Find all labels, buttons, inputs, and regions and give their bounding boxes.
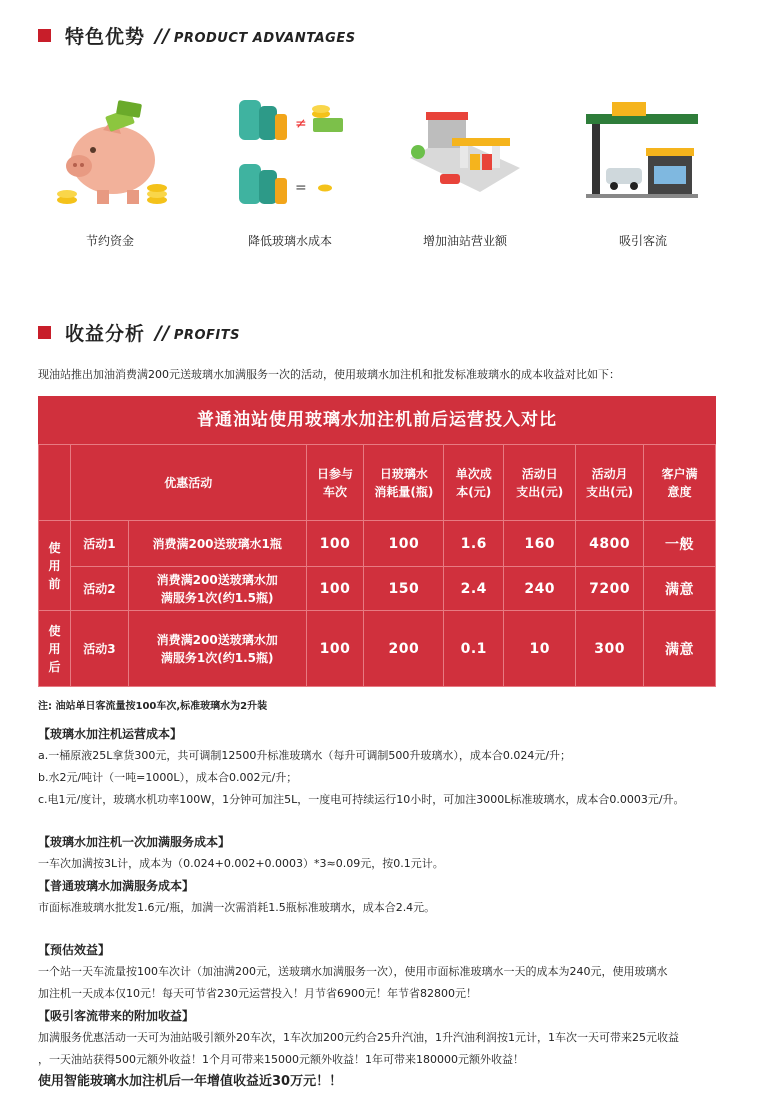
cell-monthly-spend: 7200 <box>576 567 644 611</box>
header-daily-use: 日玻璃水 消耗量(瓶) <box>364 445 444 521</box>
header-cars: 日参与 车次 <box>306 445 364 521</box>
normal-cost-line: 市面标准玻璃水批发1.6元/瓶，加满一次需消耗1.5瓶标准玻璃水，成本合2.4元。 <box>38 901 436 914</box>
cell-cars: 100 <box>306 521 364 567</box>
table-title: 普通油站使用玻璃水加注机前后运营投入对比 <box>38 396 716 445</box>
cell-daily-use: 200 <box>364 611 444 687</box>
cost-line: c.电1元/度计，玻璃水机功率100W，1分钟可加注5L，一度电可持续运行10小时，可加注3000L标准玻璃水，成本合0.0003元/升。 <box>38 793 685 806</box>
advantage-label: 吸引客流 <box>618 234 667 248</box>
advantage-item <box>380 88 550 249</box>
table-row <box>39 521 716 567</box>
cell-daily-use: 150 <box>364 567 444 611</box>
fill-cost-line: 一车次加满按3L计，成本为（0.024+0.002+0.0003）*3≈0.09元，按0.1元计。 <box>38 857 444 870</box>
gas-station-revenue-icon <box>400 88 530 218</box>
comparison-grid <box>38 444 716 687</box>
bottles-cost-icon <box>225 88 355 218</box>
advantage-item <box>205 88 375 249</box>
advantage-label: 增加油站营业额 <box>422 234 507 248</box>
cost-line: b.水2元/吨计（一吨=1000L），成本合0.002元/升； <box>38 771 298 784</box>
estimate-line: 加注机一天成本仅10元！每天可节省230元运营投入！月节省6900元！年节省82800元！ <box>38 987 477 1000</box>
activity-desc: 消费满200送玻璃水加 满服务1次(约1.5瓶) <box>128 611 306 687</box>
svg-text:≠: ≠ <box>295 116 307 132</box>
cell-daily-spend: 240 <box>504 567 576 611</box>
advantages-subtitle: // PRODUCT ADVANTAGES <box>155 24 356 47</box>
before-label: 使 用 前 <box>39 521 71 611</box>
advantage-label: 节约资金 <box>85 234 134 248</box>
extra-heading: 【吸引客流带来的附加收益】 <box>38 1009 195 1023</box>
header-unit-cost: 单次成 本(元) <box>444 445 504 521</box>
cost-heading: 【玻璃水加注机运营成本】 <box>38 727 183 741</box>
activity-desc: 消费满200送玻璃水加 满服务1次(约1.5瓶) <box>128 567 306 611</box>
activity-name: 活动1 <box>70 521 128 567</box>
activity-name: 活动3 <box>70 611 128 687</box>
header-corner <box>39 445 71 521</box>
cell-cars: 100 <box>306 567 364 611</box>
advantage-item <box>25 88 195 249</box>
cell-daily-spend: 160 <box>504 521 576 567</box>
activity-name: 活动2 <box>70 567 128 611</box>
final-statement: 使用智能玻璃水加注机后一年增值收益近30万元！！ <box>38 1074 343 1089</box>
extra-line: 加满服务优惠活动一天可为油站吸引额外20车次，1车次加200元约合25升汽油，1升汽油利润按1元计，1车次一天可带来25元收益 <box>38 1031 679 1044</box>
estimate-heading: 【预估效益】 <box>38 943 111 957</box>
profits-header <box>38 319 240 346</box>
header-daily-spend: 活动日 支出(元) <box>504 445 576 521</box>
estimate-line: 一个站一天车流量按100车次计（加油满200元，送玻璃水加满服务一次），使用市面标准玻璃水一天的成本为240元，使用玻璃水 <box>38 965 668 978</box>
header-activity: 优惠活动 <box>70 445 306 521</box>
gas-station-traffic-icon <box>578 88 708 218</box>
cell-unit-cost: 2.4 <box>444 567 504 611</box>
cell-monthly-spend: 300 <box>576 611 644 687</box>
cost-line: a.一桶原液25L拿货300元，共可调制12500升标准玻璃水（每升可调制500升玻璃水），成本合0.024元/升； <box>38 749 572 762</box>
section-marker <box>38 29 51 42</box>
after-label: 使 用 后 <box>39 611 71 687</box>
advantage-item <box>558 88 728 249</box>
cell-satisfaction: 满意 <box>644 567 716 611</box>
advantages-header <box>38 22 356 49</box>
profits-subtitle: // PROFITS <box>155 321 240 344</box>
advantages-title: 特色优势 <box>65 26 146 48</box>
table-note: 注: 油站单日客流量按100车次,标准玻璃水为2升装 <box>38 701 268 712</box>
header-satisfaction: 客户满 意度 <box>644 445 716 521</box>
comparison-table <box>38 396 716 686</box>
extra-line: ，一天油站获得500元额外收益！1个月可带来15000元额外收益！1年可带来180000元额外收益！ <box>38 1053 524 1066</box>
section-marker <box>38 326 51 339</box>
cell-unit-cost: 1.6 <box>444 521 504 567</box>
cell-unit-cost: 0.1 <box>444 611 504 687</box>
cell-daily-use: 100 <box>364 521 444 567</box>
cell-cars: 100 <box>306 611 364 687</box>
normal-cost-heading: 【普通玻璃水加满服务成本】 <box>38 879 195 893</box>
cell-monthly-spend: 4800 <box>576 521 644 567</box>
profits-title: 收益分析 <box>65 323 146 345</box>
advantage-label: 降低玻璃水成本 <box>247 234 332 248</box>
activity-desc: 消费满200送玻璃水1瓶 <box>128 521 306 567</box>
table-header-row <box>39 445 716 521</box>
fill-cost-heading: 【玻璃水加注机一次加满服务成本】 <box>38 835 231 849</box>
table-row <box>39 567 716 611</box>
cell-satisfaction: 一般 <box>644 521 716 567</box>
cell-satisfaction: 满意 <box>644 611 716 687</box>
piggy-bank-icon <box>45 88 175 218</box>
cell-daily-spend: 10 <box>504 611 576 687</box>
intro-text: 现油站推出加油消费满200元送玻璃水加满服务一次的活动，使用玻璃水加注机和批发标准玻璃水的成本收益对比如下： <box>38 368 620 381</box>
header-monthly-spend: 活动月 支出(元) <box>576 445 644 521</box>
table-row <box>39 611 716 687</box>
svg-text:=: = <box>295 180 307 196</box>
